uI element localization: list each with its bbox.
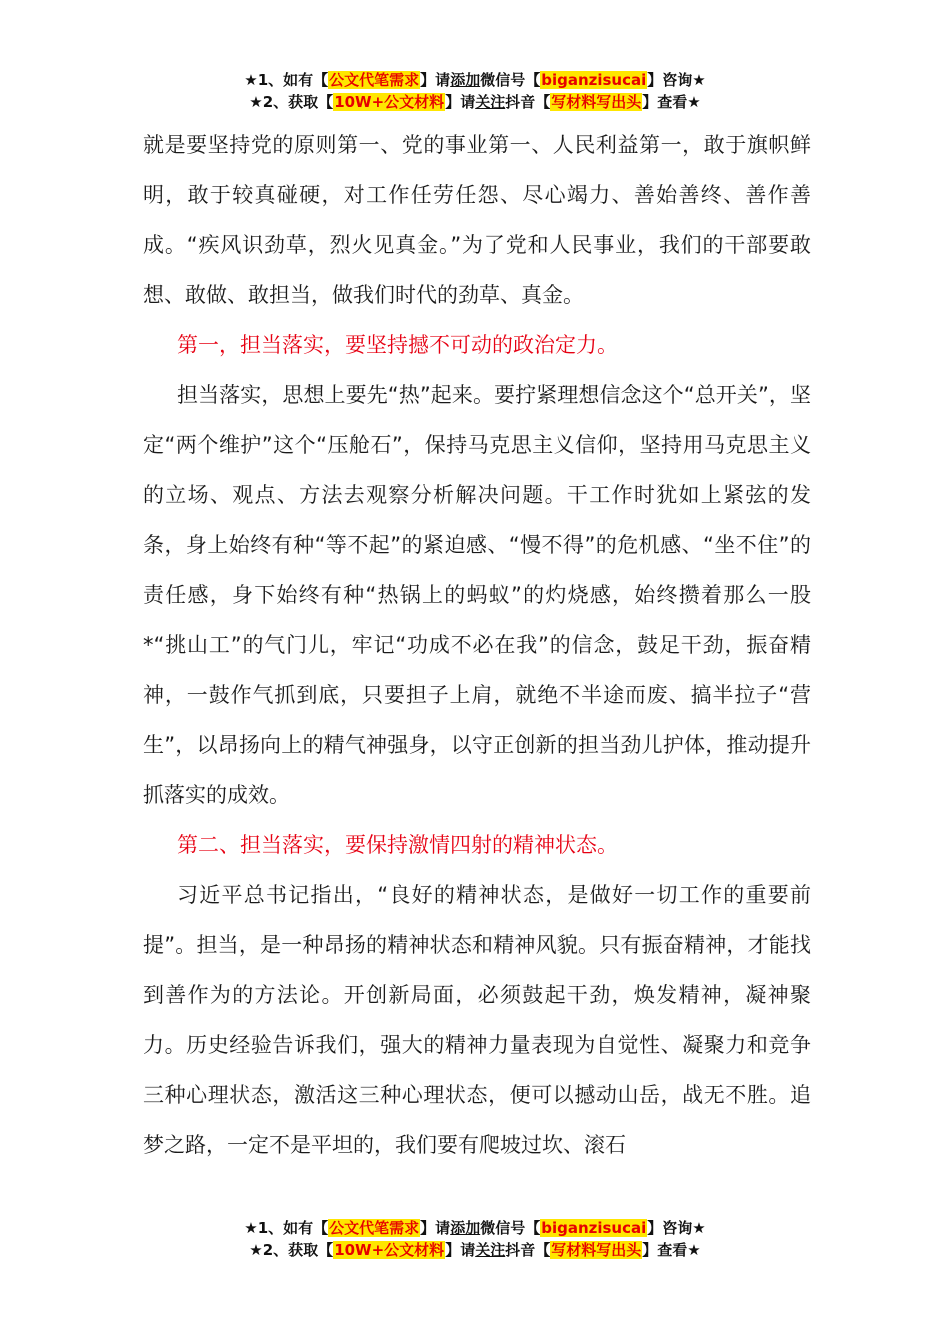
body-paragraph: 就是要坚持党的原则第一、党的事业第一、人民利益第一，敢于旗帜鲜明，敢于较真碰硬，对工作任劳任怨、尽心竭力、善始善终、善作善成。“疾风识劲草，烈火见真金。”为了党和人民事业，我们的干部要敢想、敢做、敢担当，做我们时代的劲草、真金。 (143, 133, 811, 307)
banner-line-1: ★1、如有【公文代笔需求】请添加微信号【biganzisucai】咨询★ (244, 1219, 706, 1237)
service-highlight: 公文代笔需求 (329, 71, 420, 89)
top-banner (0, 69, 950, 113)
banner-line-1: ★1、如有【公文代笔需求】请添加微信号【biganzisucai】咨询★ (244, 71, 706, 89)
banner-line-2: ★2、获取【10W+公文材料】请关注抖音【写材料写出头】查看★ (249, 93, 701, 111)
materials-highlight: 10W+公文材料 (334, 1241, 445, 1259)
wechat-id-highlight: biganzisucai (541, 71, 647, 89)
douyin-account-highlight: 写材料写出头 (551, 93, 642, 111)
service-highlight: 公文代笔需求 (329, 1219, 420, 1237)
banner-line-2: ★2、获取【10W+公文材料】请关注抖音【写材料写出头】查看★ (249, 1241, 701, 1259)
douyin-account-highlight: 写材料写出头 (551, 1241, 642, 1259)
body-paragraph: 担当落实，思想上要先“热”起来。要拧紧理想信念这个“总开关”，坚定“两个维护”这个“压舱石”，保持马克思主义信仰，坚持用马克思主义的立场、观点、方法去观察分析解决问题。干工作时犹如上紧弦的发条，身上始终有种“等不起”的紧迫感、“慢不得”的危机感、“坐不住”的责任感，身下始终有种“热锅上的蚂蚁”的灼烧感，始终攒着那么一股*“挑山工”的气门儿，牢记“功成不必在我”的信念，鼓足干劲，振奋精神，一鼓作气抓到底，只要担子上肩，就绝不半途而废、搞半拉子“营生”，以昂扬向上的精气神强身，以守正创新的担当劲儿护体，推动提升抓落实的成效。 (143, 383, 811, 807)
document-body (143, 120, 811, 1170)
section-heading: 第二、担当落实，要保持激情四射的精神状态。 (177, 833, 618, 857)
section-heading: 第一，担当落实，要坚持撼不可动的政治定力。 (177, 333, 618, 357)
wechat-id-highlight: biganzisucai (541, 1219, 647, 1237)
materials-highlight: 10W+公文材料 (334, 93, 445, 111)
bottom-banner (0, 1217, 950, 1261)
body-paragraph: 习近平总书记指出，“良好的精神状态，是做好一切工作的重要前提”。担当，是一种昂扬的精神状态和精神风貌。只有振奋精神，才能找到善作为的方法论。开创新局面，必须鼓起干劲，焕发精神，凝神聚力。历史经验告诉我们，强大的精神力量表现为自觉性、凝聚力和竞争三种心理状态，激活这三种心理状态，便可以撼动山岳，战无不胜。追梦之路，一定不是平坦的，我们要有爬坡过坎、滚石 (143, 883, 811, 1157)
